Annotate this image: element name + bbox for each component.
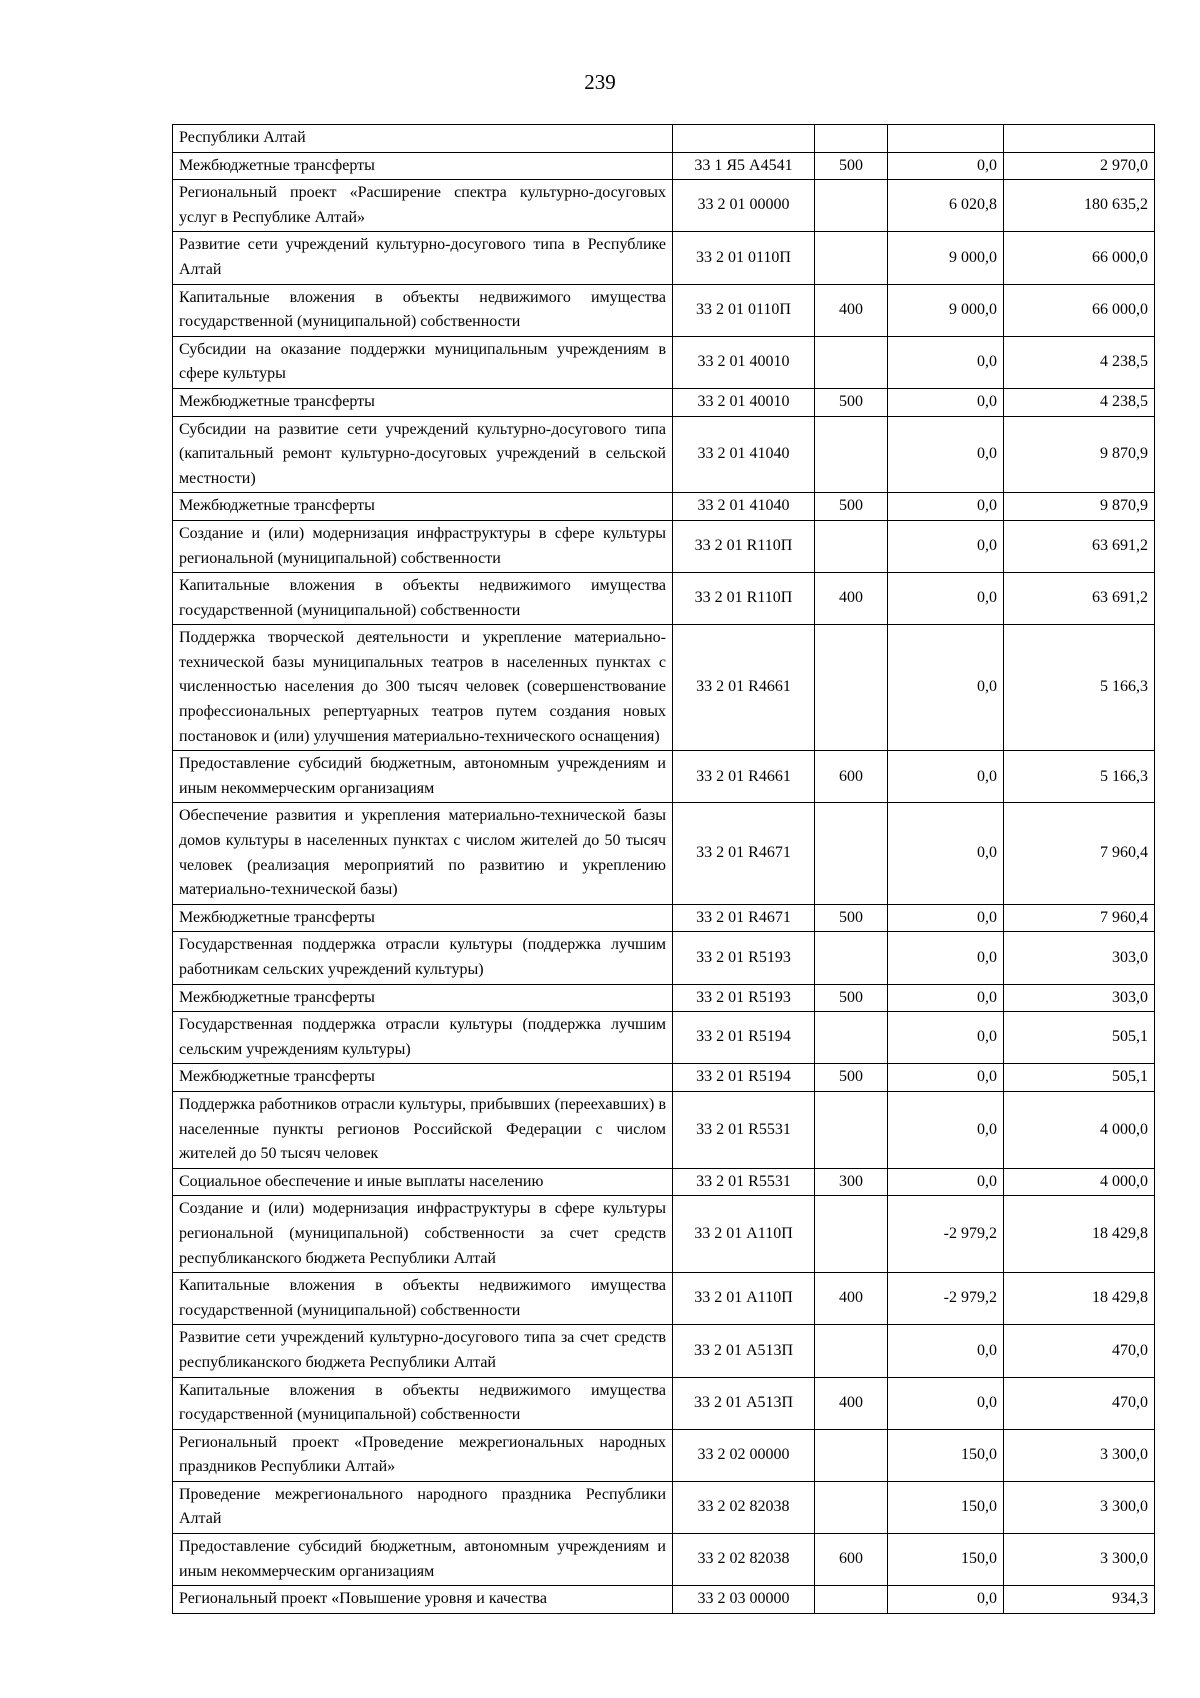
- table-row: [173, 984, 1155, 1012]
- row-expense-type-cell: [815, 336, 888, 388]
- row-code-cell: 33 2 01 R5193: [673, 984, 815, 1012]
- row-amount-total-cell: 5 166,3: [1004, 751, 1155, 803]
- row-amount-change-cell: 0,0: [888, 984, 1004, 1012]
- table-row: [173, 416, 1155, 493]
- row-expense-type-cell: [815, 1481, 888, 1533]
- row-amount-total-cell: 3 300,0: [1004, 1534, 1155, 1586]
- row-amount-total-cell: 4 238,5: [1004, 388, 1155, 416]
- row-name-cell: Поддержка творческой деятельности и укрепление материально-технической базы муниципальных театров в населенных пунктах с численностью населения до 300 тысяч человек (совершенствование профессиональных репертуарных театров путем создания новых постановок и (или) улучшения материально-технического оснащения): [173, 625, 673, 751]
- row-amount-total-cell: 180 635,2: [1004, 180, 1155, 232]
- row-amount-change-cell: 0,0: [888, 1091, 1004, 1168]
- table-row: [173, 388, 1155, 416]
- table-row: [173, 336, 1155, 388]
- row-code-cell: 33 2 01 40010: [673, 336, 815, 388]
- row-code-cell: 33 2 02 82038: [673, 1481, 815, 1533]
- table-row: [173, 1481, 1155, 1533]
- row-amount-total-cell: 18 429,8: [1004, 1196, 1155, 1273]
- row-expense-type-cell: [815, 803, 888, 904]
- row-name-cell: Межбюджетные трансферты: [173, 493, 673, 521]
- row-code-cell: 33 2 01 R5531: [673, 1168, 815, 1196]
- row-name-cell: Капитальные вложения в объекты недвижимого имущества государственной (муниципальной) собственности: [173, 1377, 673, 1429]
- row-code-cell: 33 2 01 А110П: [673, 1196, 815, 1273]
- row-amount-change-cell: 6 020,8: [888, 180, 1004, 232]
- row-name-cell: Государственная поддержка отрасли культуры (поддержка лучшим работникам сельских учреждений культуры): [173, 932, 673, 984]
- row-name-cell: Проведение межрегионального народного праздника Республики Алтай: [173, 1481, 673, 1533]
- row-code-cell: 33 2 01 R4661: [673, 751, 815, 803]
- budget-table: [172, 124, 1155, 1614]
- row-amount-total-cell: 7 960,4: [1004, 904, 1155, 932]
- row-code-cell: 33 2 01 А110П: [673, 1273, 815, 1325]
- row-amount-total-cell: 5 166,3: [1004, 625, 1155, 751]
- row-amount-total-cell: 66 000,0: [1004, 284, 1155, 336]
- row-amount-total-cell: 470,0: [1004, 1377, 1155, 1429]
- row-expense-type-cell: 500: [815, 388, 888, 416]
- row-code-cell: 33 2 03 00000: [673, 1586, 815, 1614]
- row-code-cell: 33 2 01 41040: [673, 416, 815, 493]
- row-code-cell: 33 2 01 0110П: [673, 232, 815, 284]
- row-amount-change-cell: 0,0: [888, 1064, 1004, 1092]
- row-amount-change-cell: [888, 125, 1004, 153]
- table-row: [173, 803, 1155, 904]
- row-code-cell: 33 2 01 R110П: [673, 573, 815, 625]
- row-amount-total-cell: 505,1: [1004, 1012, 1155, 1064]
- table-row: [173, 1012, 1155, 1064]
- row-name-cell: Субсидии на оказание поддержки муниципальным учреждениям в сфере культуры: [173, 336, 673, 388]
- table-row: [173, 1377, 1155, 1429]
- row-expense-type-cell: [815, 1012, 888, 1064]
- row-amount-change-cell: 0,0: [888, 152, 1004, 180]
- row-amount-total-cell: 303,0: [1004, 984, 1155, 1012]
- row-amount-total-cell: 4 238,5: [1004, 336, 1155, 388]
- row-name-cell: Региональный проект «Расширение спектра культурно-досуговых услуг в Республике Алтай»: [173, 180, 673, 232]
- table-row: [173, 904, 1155, 932]
- row-name-cell: Создание и (или) модернизация инфраструктуры в сфере культуры региональной (муниципальной) собственности за счет средств республиканского бюджета Республики Алтай: [173, 1196, 673, 1273]
- row-name-cell: Региональный проект «Проведение межрегиональных народных праздников Республики Алтай»: [173, 1429, 673, 1481]
- table-row: [173, 1586, 1155, 1614]
- row-name-cell: Капитальные вложения в объекты недвижимого имущества государственной (муниципальной) собственности: [173, 284, 673, 336]
- row-expense-type-cell: 500: [815, 1064, 888, 1092]
- row-amount-change-cell: 9 000,0: [888, 232, 1004, 284]
- row-amount-total-cell: 66 000,0: [1004, 232, 1155, 284]
- table-row: [173, 1091, 1155, 1168]
- row-amount-change-cell: 150,0: [888, 1481, 1004, 1533]
- row-amount-change-cell: 9 000,0: [888, 284, 1004, 336]
- row-amount-total-cell: 3 300,0: [1004, 1481, 1155, 1533]
- row-amount-total-cell: [1004, 125, 1155, 153]
- row-code-cell: 33 2 01 R5194: [673, 1064, 815, 1092]
- row-amount-change-cell: 0,0: [888, 904, 1004, 932]
- row-name-cell: Государственная поддержка отрасли культуры (поддержка лучшим сельским учреждениям культуры): [173, 1012, 673, 1064]
- table-row: [173, 573, 1155, 625]
- table-row: [173, 1273, 1155, 1325]
- row-amount-change-cell: 0,0: [888, 1168, 1004, 1196]
- row-amount-change-cell: 0,0: [888, 573, 1004, 625]
- row-code-cell: 33 2 01 R4671: [673, 803, 815, 904]
- row-name-cell: Социальное обеспечение и иные выплаты населению: [173, 1168, 673, 1196]
- row-expense-type-cell: 500: [815, 152, 888, 180]
- row-expense-type-cell: [815, 416, 888, 493]
- row-code-cell: 33 2 01 0110П: [673, 284, 815, 336]
- row-expense-type-cell: [815, 1586, 888, 1614]
- row-amount-change-cell: 0,0: [888, 493, 1004, 521]
- row-amount-change-cell: 0,0: [888, 932, 1004, 984]
- row-amount-change-cell: 0,0: [888, 388, 1004, 416]
- table-row: [173, 180, 1155, 232]
- row-expense-type-cell: [815, 1325, 888, 1377]
- row-amount-total-cell: 63 691,2: [1004, 520, 1155, 572]
- row-amount-total-cell: 934,3: [1004, 1586, 1155, 1614]
- table-row: [173, 232, 1155, 284]
- row-amount-change-cell: 0,0: [888, 625, 1004, 751]
- row-amount-change-cell: 0,0: [888, 751, 1004, 803]
- row-expense-type-cell: 600: [815, 751, 888, 803]
- row-name-cell: Предоставление субсидий бюджетным, автономным учреждениям и иным некоммерческим организациям: [173, 1534, 673, 1586]
- table-row: [173, 520, 1155, 572]
- row-name-cell: Субсидии на развитие сети учреждений культурно-досугового типа (капитальный ремонт культурно-досуговых учреждений в сельской местности): [173, 416, 673, 493]
- row-name-cell: Капитальные вложения в объекты недвижимого имущества государственной (муниципальной) собственности: [173, 1273, 673, 1325]
- row-amount-total-cell: 18 429,8: [1004, 1273, 1155, 1325]
- row-name-cell: Создание и (или) модернизация инфраструктуры в сфере культуры региональной (муниципальной) собственности: [173, 520, 673, 572]
- row-amount-change-cell: 0,0: [888, 803, 1004, 904]
- row-expense-type-cell: 500: [815, 984, 888, 1012]
- row-expense-type-cell: [815, 625, 888, 751]
- row-code-cell: 33 2 02 00000: [673, 1429, 815, 1481]
- row-expense-type-cell: [815, 1429, 888, 1481]
- table-row: [173, 493, 1155, 521]
- row-code-cell: 33 1 Я5 А4541: [673, 152, 815, 180]
- table-row: [173, 625, 1155, 751]
- budget-table-body: [173, 125, 1155, 1614]
- row-amount-change-cell: 0,0: [888, 1325, 1004, 1377]
- table-row: [173, 751, 1155, 803]
- row-name-cell: Республики Алтай: [173, 125, 673, 153]
- row-amount-change-cell: 0,0: [888, 1586, 1004, 1614]
- row-amount-total-cell: 505,1: [1004, 1064, 1155, 1092]
- table-row: [173, 1196, 1155, 1273]
- row-name-cell: Межбюджетные трансферты: [173, 152, 673, 180]
- row-amount-total-cell: 2 970,0: [1004, 152, 1155, 180]
- row-name-cell: Предоставление субсидий бюджетным, автономным учреждениям и иным некоммерческим организациям: [173, 751, 673, 803]
- row-code-cell: 33 2 01 А513П: [673, 1377, 815, 1429]
- row-amount-total-cell: 4 000,0: [1004, 1168, 1155, 1196]
- table-row: [173, 1168, 1155, 1196]
- row-amount-change-cell: 0,0: [888, 416, 1004, 493]
- row-code-cell: 33 2 01 А513П: [673, 1325, 815, 1377]
- page-number: 239: [584, 70, 616, 94]
- row-amount-change-cell: 0,0: [888, 336, 1004, 388]
- row-code-cell: 33 2 01 R4671: [673, 904, 815, 932]
- row-amount-total-cell: 303,0: [1004, 932, 1155, 984]
- row-expense-type-cell: 400: [815, 1377, 888, 1429]
- row-amount-total-cell: 470,0: [1004, 1325, 1155, 1377]
- row-name-cell: Региональный проект «Повышение уровня и качества: [173, 1586, 673, 1614]
- table-row: [173, 1534, 1155, 1586]
- row-code-cell: 33 2 01 R5531: [673, 1091, 815, 1168]
- row-expense-type-cell: [815, 180, 888, 232]
- row-expense-type-cell: 600: [815, 1534, 888, 1586]
- row-name-cell: Развитие сети учреждений культурно-досугового типа в Республике Алтай: [173, 232, 673, 284]
- row-name-cell: Межбюджетные трансферты: [173, 1064, 673, 1092]
- row-code-cell: 33 2 01 41040: [673, 493, 815, 521]
- row-amount-change-cell: -2 979,2: [888, 1196, 1004, 1273]
- row-name-cell: Обеспечение развития и укрепления материально-технической базы домов культуры в населенных пунктах с числом жителей до 50 тысяч человек (реализация мероприятий по развитию и укреплению материально-технической базы): [173, 803, 673, 904]
- row-name-cell: Межбюджетные трансферты: [173, 904, 673, 932]
- row-expense-type-cell: [815, 232, 888, 284]
- row-amount-total-cell: 63 691,2: [1004, 573, 1155, 625]
- row-code-cell: [673, 125, 815, 153]
- row-amount-total-cell: 3 300,0: [1004, 1429, 1155, 1481]
- table-row: [173, 1064, 1155, 1092]
- row-amount-total-cell: 7 960,4: [1004, 803, 1155, 904]
- row-code-cell: 33 2 01 R5194: [673, 1012, 815, 1064]
- row-expense-type-cell: [815, 932, 888, 984]
- row-expense-type-cell: [815, 1091, 888, 1168]
- table-row: [173, 932, 1155, 984]
- row-name-cell: Межбюджетные трансферты: [173, 984, 673, 1012]
- row-amount-change-cell: 0,0: [888, 1012, 1004, 1064]
- row-expense-type-cell: [815, 125, 888, 153]
- row-amount-change-cell: -2 979,2: [888, 1273, 1004, 1325]
- table-row: [173, 125, 1155, 153]
- row-amount-change-cell: 150,0: [888, 1429, 1004, 1481]
- row-name-cell: Поддержка работников отрасли культуры, прибывших (переехавших) в населенные пункты регионов Российской Федерации с числом жителей до 50 тысяч человек: [173, 1091, 673, 1168]
- row-code-cell: 33 2 01 00000: [673, 180, 815, 232]
- row-expense-type-cell: [815, 1196, 888, 1273]
- row-code-cell: 33 2 01 R110П: [673, 520, 815, 572]
- row-code-cell: 33 2 01 40010: [673, 388, 815, 416]
- table-row: [173, 1429, 1155, 1481]
- row-expense-type-cell: 500: [815, 904, 888, 932]
- row-amount-total-cell: 4 000,0: [1004, 1091, 1155, 1168]
- row-expense-type-cell: [815, 520, 888, 572]
- row-expense-type-cell: 400: [815, 284, 888, 336]
- row-code-cell: 33 2 01 R4661: [673, 625, 815, 751]
- row-expense-type-cell: 300: [815, 1168, 888, 1196]
- table-row: [173, 152, 1155, 180]
- row-amount-total-cell: 9 870,9: [1004, 493, 1155, 521]
- row-name-cell: Межбюджетные трансферты: [173, 388, 673, 416]
- row-amount-change-cell: 0,0: [888, 520, 1004, 572]
- row-code-cell: 33 2 01 R5193: [673, 932, 815, 984]
- row-code-cell: 33 2 02 82038: [673, 1534, 815, 1586]
- row-name-cell: Развитие сети учреждений культурно-досугового типа за счет средств республиканского бюджета Республики Алтай: [173, 1325, 673, 1377]
- row-expense-type-cell: 500: [815, 493, 888, 521]
- row-expense-type-cell: 400: [815, 573, 888, 625]
- row-expense-type-cell: 400: [815, 1273, 888, 1325]
- table-row: [173, 284, 1155, 336]
- row-name-cell: Капитальные вложения в объекты недвижимого имущества государственной (муниципальной) собственности: [173, 573, 673, 625]
- table-row: [173, 1325, 1155, 1377]
- row-amount-change-cell: 150,0: [888, 1534, 1004, 1586]
- row-amount-change-cell: 0,0: [888, 1377, 1004, 1429]
- row-amount-total-cell: 9 870,9: [1004, 416, 1155, 493]
